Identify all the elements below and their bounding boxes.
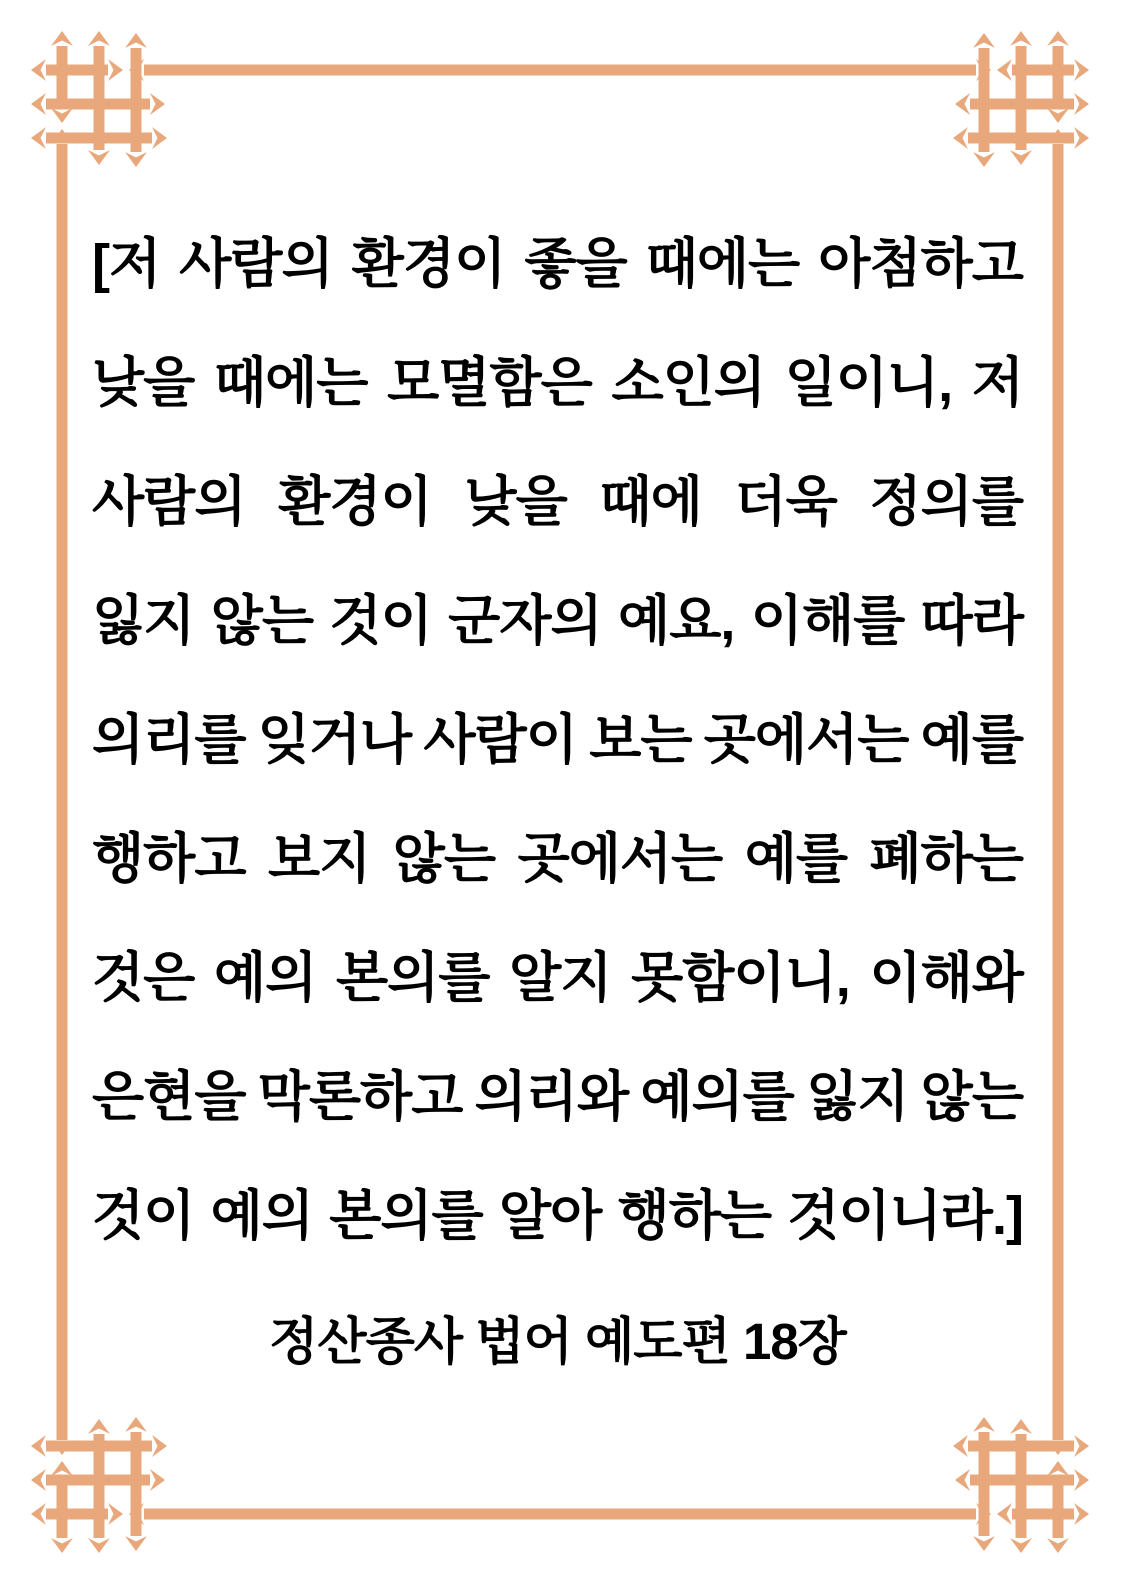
- quote-block: [92, 200, 1023, 1403]
- quote-line-4: 잃지 않는 것이 군자의 예요, 이해를 따라: [92, 591, 1023, 651]
- lattice-corner-top-left-icon: [46, 46, 205, 205]
- quote-line-1: [저 사람의 환경이 좋을 때에는 아첨하고: [92, 234, 1023, 294]
- quote-line-9: 것이 예의 본의를 알아 행하는 것이니라.]: [92, 1186, 1023, 1246]
- quote-line-6: 행하고 보지 않는 곳에서는 예를 폐하는: [92, 829, 1023, 889]
- quote-attribution: 정산종사 법어 예도편 18장: [269, 1313, 846, 1370]
- quote-line-7: 것은 예의 본의를 알지 못함이니, 이해와: [92, 948, 1023, 1008]
- quote-line-5: 의리를 잊거나 사람이 보는 곳에서는 예를: [92, 710, 1023, 770]
- quote-line-8: 은현을 막론하고 의리와 예의를 잃지 않는: [92, 1067, 1023, 1127]
- quote-line-2: 낮을 때에는 모멸함은 소인의 일이니, 저: [92, 353, 1023, 413]
- lattice-corner-top-right-icon: [915, 46, 1074, 205]
- quote-line-3: 사람의 환경이 낮을 때에 더욱 정의를: [92, 472, 1023, 532]
